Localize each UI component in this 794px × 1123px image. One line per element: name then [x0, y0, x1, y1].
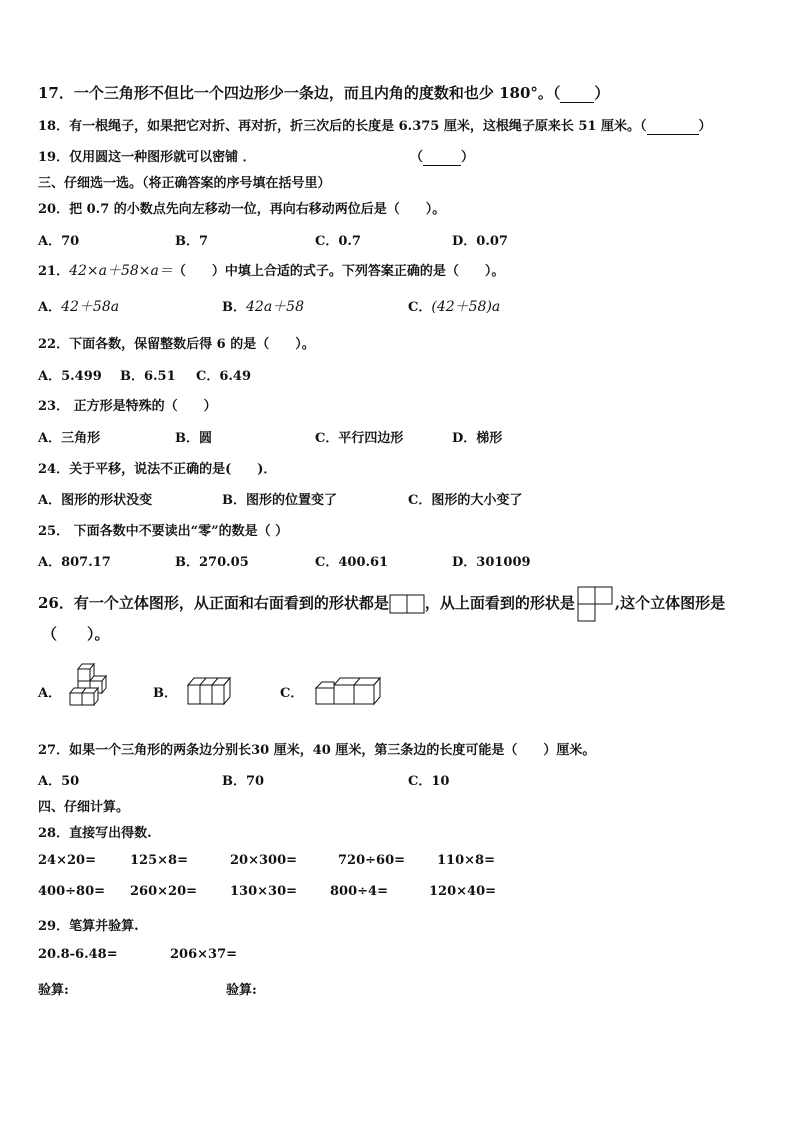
- check-label: 验算:: [226, 983, 257, 998]
- question-22: 22．下面各数，保留整数后得 6 的是（ ）。: [38, 337, 315, 352]
- calc-item: 260×20=: [130, 884, 198, 899]
- question-17: 17．一个三角形不但比一个四边形少一条边，而且内角的度数和也少 180°。（ ）: [38, 84, 610, 102]
- option-b[interactable]: B．70: [222, 774, 265, 789]
- option-c[interactable]: C．: [280, 686, 304, 701]
- calc-item: 120×40=: [429, 884, 497, 899]
- question-24: 24．关于平移，说法不正确的是( )．: [38, 462, 277, 477]
- calc-item: 110×8=: [437, 853, 495, 868]
- section-4-heading: 四、仔细计算。: [38, 800, 130, 815]
- option-b[interactable]: B．: [153, 686, 177, 701]
- option-a[interactable]: A．: [38, 686, 62, 701]
- option-a[interactable]: A．三角形: [38, 431, 101, 446]
- calc-item: 400÷80=: [38, 884, 106, 899]
- question-20: 20．把 0.7 的小数点先向左移动一位，再向右移动两位后是（ ）。: [38, 202, 446, 217]
- option-c[interactable]: C．平行四边形: [315, 431, 404, 446]
- option-b[interactable]: B．7: [175, 234, 209, 249]
- question-25: 25． 下面各数中不要读出“零”的数是（ ）: [38, 524, 289, 539]
- question-26-answer: （ ）。: [42, 625, 110, 643]
- calc-item: 125×8=: [130, 853, 188, 868]
- calc-item: 20.8-6.48=: [38, 947, 118, 962]
- question-26: 26．有一个立体图形，从正面和右面看到的形状都是 ，从上面看到的形状是 ,这个立体图形是: [38, 586, 725, 622]
- option-d[interactable]: D．梯形: [452, 431, 503, 446]
- option-b[interactable]: B．42a＋58: [222, 299, 304, 315]
- question-19-blank: （ ）: [410, 150, 475, 165]
- question-19: 19．仅用圆这一种图形就可以密铺 ．: [38, 150, 256, 165]
- calc-item: 130×30=: [230, 884, 298, 899]
- calc-item: 20×300=: [230, 853, 298, 868]
- option-a[interactable]: A．50: [38, 774, 80, 789]
- option-b[interactable]: B．6.51: [120, 369, 176, 384]
- calc-item: 800÷4=: [330, 884, 388, 899]
- option-d[interactable]: D．301009: [452, 555, 531, 570]
- cube-figure-c-icon: [314, 674, 384, 706]
- option-b[interactable]: B．图形的位置变了: [222, 493, 337, 508]
- option-c[interactable]: C．400.61: [315, 555, 389, 570]
- answer-blank[interactable]: [647, 119, 699, 135]
- option-b[interactable]: B．圆: [175, 431, 212, 446]
- option-a[interactable]: A．5.499: [38, 369, 102, 384]
- question-28: 28．直接写出得数.: [38, 826, 152, 841]
- check-label: 验算:: [38, 983, 69, 998]
- top-view-icon: [577, 586, 613, 622]
- question-18: 18．有一根绳子，如果把它对折、再对折，折三次后的长度是 6.375 厘米，这根绳子原来长 51 厘米。（ ）: [38, 119, 712, 134]
- question-21: 21．42×a＋58×a＝（ ）中填上合适的式子。下列答案正确的是（ ）。: [38, 263, 505, 279]
- calc-item: 24×20=: [38, 853, 96, 868]
- calc-item: 206×37=: [170, 947, 238, 962]
- question-23: 23． 正方形是特殊的（ ）: [38, 399, 217, 414]
- option-c[interactable]: C．0.7: [315, 234, 361, 249]
- option-a[interactable]: A．807.17: [38, 555, 111, 570]
- option-c[interactable]: C．10: [408, 774, 450, 789]
- option-d[interactable]: D．0.07: [452, 234, 508, 249]
- calc-item: 720÷60=: [338, 853, 406, 868]
- option-a[interactable]: A．70: [38, 234, 80, 249]
- question-27: 27．如果一个三角形的两条边分别长30 厘米，40 厘米，第三条边的长度可能是（ ）厘米。: [38, 743, 596, 758]
- cube-figure-b-icon: [186, 674, 242, 706]
- option-a[interactable]: A．图形的形状没变: [38, 493, 153, 508]
- question-29: 29．笔算并验算.: [38, 919, 139, 934]
- option-a[interactable]: A．42＋58a: [38, 299, 120, 315]
- option-b[interactable]: B．270.05: [175, 555, 249, 570]
- option-c[interactable]: C．(42＋58)a: [408, 299, 501, 315]
- math-expression: 42×a＋58×a＝: [69, 263, 173, 279]
- section-3-heading: 三、仔细选一选。（将正确答案的序号填在括号里）: [38, 176, 331, 191]
- answer-blank[interactable]: [560, 84, 594, 103]
- front-view-icon: [389, 594, 425, 614]
- option-c[interactable]: C．图形的大小变了: [408, 493, 523, 508]
- answer-blank[interactable]: [423, 150, 461, 166]
- option-c[interactable]: C．6.49: [196, 369, 252, 384]
- cube-figure-a-icon: [66, 662, 122, 712]
